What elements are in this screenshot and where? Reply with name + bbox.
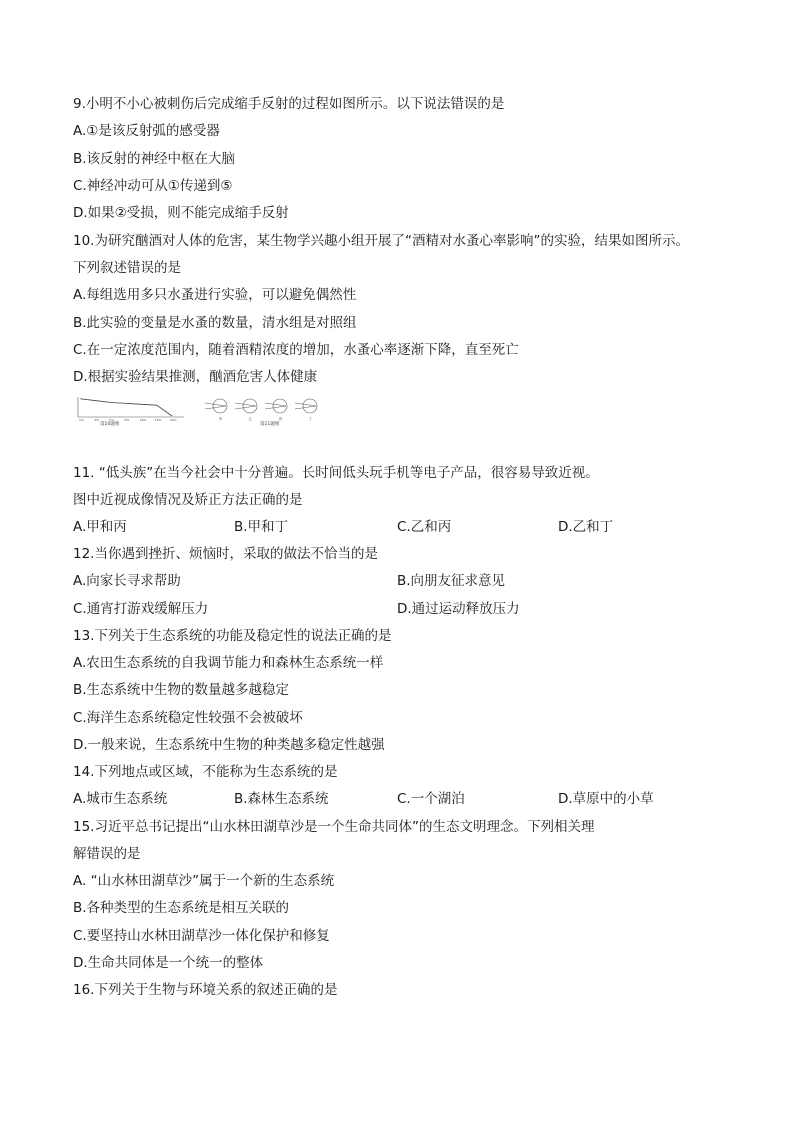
q9-stem: 9.小明不小心被刺伤后完成缩手反射的过程如图所示。以下说法错误的是 bbox=[73, 96, 505, 112]
fig10-xtick-label: 3% bbox=[94, 418, 99, 422]
fig10-xtick-label: 5% bbox=[109, 418, 115, 422]
fig11-eye-diagram bbox=[235, 399, 257, 421]
fig10-xtick-label: 1% bbox=[79, 418, 84, 422]
q12-stem: 12.当你遇到挫折、烦恼时，采取的做法不恰当的是 bbox=[73, 546, 378, 562]
q9-option-c: C.神经冲动可从①传递到⑤ bbox=[73, 178, 233, 194]
fig11-eye-label: 甲 bbox=[218, 417, 222, 421]
q10-option-d: D.根据实验结果推测，酗酒危害人体健康 bbox=[73, 369, 318, 385]
fig11-eye-label: 丙 bbox=[278, 417, 282, 421]
q10-option-c: C.在一定浓度范围内，随着酒精浓度的增加，水蚤心率逐渐下降，直至死亡 bbox=[73, 342, 519, 358]
q15-option-d: D.生命共同体是一个统一的整体 bbox=[73, 955, 264, 971]
q14-stem: 14.下列地点或区域，不能称为生态系统的是 bbox=[73, 764, 338, 780]
q10-stem-line1: 10.为研究酗酒对人体的危害，某生物学兴趣小组开展了“酒精对水蚤心率影响”的实验，结果如图所示。 bbox=[73, 233, 689, 249]
fig10-caption: 第10题图 bbox=[100, 422, 120, 427]
fig10-xtick-label: 10% bbox=[139, 418, 147, 422]
q10-stem-line2: 下列叙述错误的是 bbox=[73, 260, 181, 276]
q12-option-a: A.向家长寻求帮助 bbox=[73, 573, 181, 589]
fig10-xtick-label: 8% bbox=[124, 418, 130, 422]
fig11-eye-label: 乙 bbox=[248, 417, 252, 421]
q15-option-c: C.要坚持山水林田湖草沙一体化保护和修复 bbox=[73, 928, 330, 944]
q15-stem-line1: 15.习近平总书记提出“山水林田湖草沙是一个生命共同体”的生态文明理念。下列相关理 bbox=[73, 819, 595, 835]
q11-stem-line1: 11. “低头族”在当今社会中十分普遍。长时间低头玩手机等电子产品，很容易导致近视。 bbox=[73, 465, 599, 481]
q11-option-a: A.甲和丙 bbox=[73, 519, 127, 535]
q12-option-d: D.通过运动释放压力 bbox=[397, 601, 520, 617]
q14-option-d: D.草原中的小草 bbox=[558, 791, 654, 807]
q9-option-d: D.如果②受损，则不能完成缩手反射 bbox=[73, 205, 289, 221]
q11-stem-line2: 图中近视成像情况及矫正方法正确的是 bbox=[73, 492, 303, 508]
q13-option-a: A.农田生态系统的自我调节能力和森林生态系统一样 bbox=[73, 655, 384, 671]
q15-stem-line2: 解错误的是 bbox=[73, 846, 141, 862]
q15-option-b: B.各种类型的生态系统是相互关联的 bbox=[73, 900, 290, 916]
q11-option-b: B.甲和丁 bbox=[234, 519, 289, 535]
q13-option-d: D.一般来说，生态系统中生物的种类越多稳定性越强 bbox=[73, 737, 385, 753]
fig11-eye-diagram bbox=[295, 399, 317, 421]
fig11-eye-label: 丁 bbox=[308, 417, 312, 421]
q12-option-c: C.通宵打游戏缓解压力 bbox=[73, 601, 209, 617]
q9-option-a: A.①是该反射弧的感受器 bbox=[73, 123, 220, 139]
q15-option-a: A. “山水林田湖草沙”属于一个新的生态系统 bbox=[73, 873, 335, 889]
q13-option-c: C.海洋生态系统稳定性较强不会被破坏 bbox=[73, 710, 303, 726]
q13-stem: 13.下列关于生态系统的功能及稳定性的说法正确的是 bbox=[73, 628, 392, 644]
figure-strip bbox=[72, 394, 342, 428]
q14-option-c: C.一个湖泊 bbox=[397, 791, 465, 807]
fig10-xticks bbox=[79, 418, 177, 422]
fig10-line bbox=[81, 398, 172, 416]
fig11-eyes bbox=[205, 399, 317, 421]
q11-option-d: D.乙和丁 bbox=[558, 519, 614, 535]
q13-option-b: B.生态系统中生物的数量越多越稳定 bbox=[73, 682, 290, 698]
fig10-xtick-label: 20% bbox=[170, 418, 177, 422]
fig10-xtick-label: 15% bbox=[154, 418, 162, 422]
fig11-eye-diagram bbox=[205, 399, 227, 421]
q10-option-b: B.此实验的变量是水蚤的数量，清水组是对照组 bbox=[73, 315, 357, 331]
q16-stem: 16.下列关于生物与环境关系的叙述正确的是 bbox=[73, 982, 338, 998]
q14-option-a: A.城市生态系统 bbox=[73, 791, 168, 807]
fig11-eye-diagram bbox=[265, 399, 287, 421]
q10-option-a: A.每组选用多只水蚤进行实验，可以避免偶然性 bbox=[73, 287, 357, 303]
fig11-caption: 第11题图 bbox=[260, 422, 280, 427]
q12-option-b: B.向朋友征求意见 bbox=[397, 573, 506, 589]
q11-option-c: C.乙和丙 bbox=[397, 519, 452, 535]
q9-option-b: B.该反射的神经中枢在大脑 bbox=[73, 151, 236, 167]
q14-option-b: B.森林生态系统 bbox=[234, 791, 329, 807]
